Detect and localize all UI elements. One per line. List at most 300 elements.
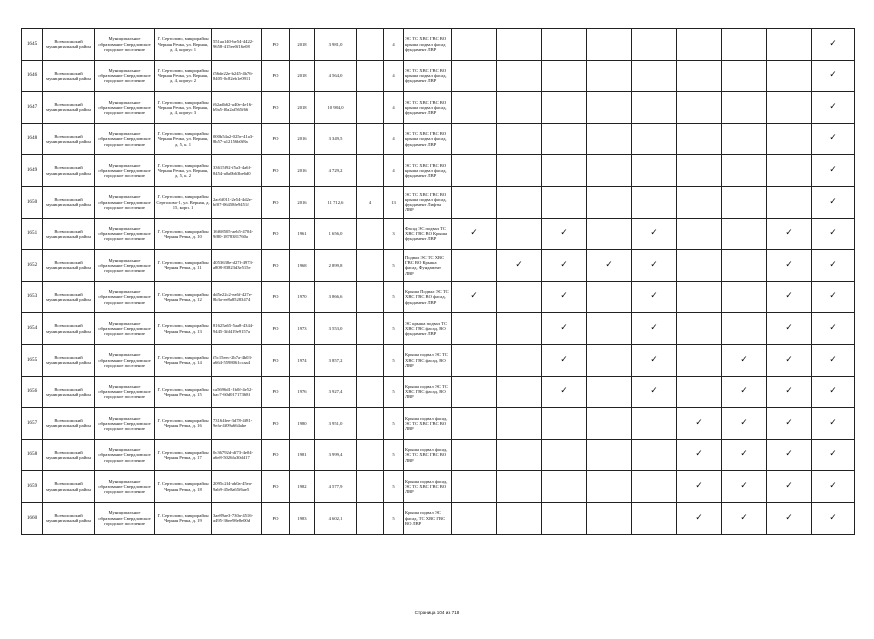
check-mark-icon: ✓	[695, 449, 703, 460]
work-flag-cell	[497, 281, 542, 313]
area-cell: 4 577,9	[315, 471, 357, 503]
works-list-cell: Крыша подвал ЭС ТС ХВС ГВС фасад, ВО ЛВР	[404, 344, 452, 376]
check-mark-icon: ✓	[560, 323, 568, 334]
work-flag-cell	[452, 186, 497, 218]
floors-cell: 4	[384, 92, 404, 124]
ownership-type-cell: РО	[262, 471, 290, 503]
work-flag-cell	[587, 92, 632, 124]
blank-count-cell	[357, 376, 384, 408]
row-number-cell: 1659	[22, 471, 43, 503]
year-cell: 2016	[290, 155, 315, 187]
work-flag-cell	[587, 313, 632, 345]
district-cell: Всеволожский муниципальный район	[43, 344, 95, 376]
work-flag-cell	[497, 92, 542, 124]
ownership-type-cell: РО	[262, 408, 290, 440]
check-mark-icon: ✓	[560, 386, 568, 397]
floors-cell: 13	[384, 186, 404, 218]
address-cell: Г. Сертолово, микрорайон Черная Речка, д. 13	[155, 313, 212, 345]
area-cell: 3 927,4	[315, 376, 357, 408]
work-flag-cell	[812, 313, 855, 345]
fias-id-cell: 2095c2f4-ab0a-45ea-9ab9-45e8a65f6ae5	[212, 471, 262, 503]
work-flag-cell	[812, 186, 855, 218]
floors-cell: 5	[384, 344, 404, 376]
row-number-cell: 1648	[22, 123, 43, 155]
district-cell: Всеволожский муниципальный район	[43, 439, 95, 471]
check-mark-icon: ✓	[515, 259, 523, 270]
table-row	[22, 155, 855, 187]
work-flag-cell	[812, 439, 855, 471]
work-flag-cell	[632, 250, 677, 282]
address-cell: Г. Сертолово, микрорайон Черная Речка, д. 14	[155, 344, 212, 376]
table-row	[22, 502, 855, 534]
work-flag-cell	[497, 502, 542, 534]
table-body	[22, 29, 855, 535]
blank-count-cell	[357, 281, 384, 313]
check-mark-icon: ✓	[829, 449, 837, 460]
work-flag-cell	[542, 123, 587, 155]
check-mark-icon: ✓	[785, 512, 793, 523]
work-flag-cell	[812, 155, 855, 187]
floors-cell: 5	[384, 502, 404, 534]
work-flag-cell	[722, 123, 767, 155]
area-cell: 3 866,6	[315, 281, 357, 313]
check-mark-icon: ✓	[829, 386, 837, 397]
work-flag-cell	[722, 186, 767, 218]
work-flag-cell	[632, 408, 677, 440]
fias-id-cell: 3ae89ae3-730a-4516-a495-36ee98e8e00d	[212, 502, 262, 534]
work-flag-cell	[632, 155, 677, 187]
address-cell: Г. Сертолово, микрорайон Черная Речка, ул. Верная, д. 4, корпус 2	[155, 60, 212, 92]
work-flag-cell	[722, 218, 767, 250]
work-flag-cell	[452, 471, 497, 503]
year-cell: 2018	[290, 60, 315, 92]
fias-id-cell: 33615f92-f5a3-4a6f-8454-a0a0b63be6d0	[212, 155, 262, 187]
work-flag-cell	[542, 60, 587, 92]
work-flag-cell	[542, 344, 587, 376]
area-cell: 11 712,6	[315, 186, 357, 218]
check-mark-icon: ✓	[650, 291, 658, 302]
ownership-type-cell: РО	[262, 155, 290, 187]
work-flag-cell	[767, 123, 812, 155]
work-flag-cell	[452, 29, 497, 61]
year-cell: 1983	[290, 502, 315, 534]
work-flag-cell	[722, 439, 767, 471]
page-footer: Страница 104 из 718	[414, 610, 460, 615]
blank-count-cell	[357, 155, 384, 187]
area-cell: 4 729,2	[315, 155, 357, 187]
work-flag-cell	[632, 218, 677, 250]
ownership-type-cell: РО	[262, 186, 290, 218]
ownership-type-cell: РО	[262, 250, 290, 282]
work-flag-cell	[677, 186, 722, 218]
municipality-cell: Муниципальное образование Свердловское городское поселение	[95, 250, 155, 282]
check-mark-icon: ✓	[695, 481, 703, 491]
area-cell: 3 857,2	[315, 344, 357, 376]
district-cell: Всеволожский муниципальный район	[43, 281, 95, 313]
work-flag-cell	[452, 218, 497, 250]
blank-count-cell	[357, 471, 384, 503]
check-mark-icon: ✓	[829, 70, 837, 81]
district-cell: Всеволожский муниципальный район	[43, 186, 95, 218]
table-row	[22, 313, 855, 345]
work-flag-cell	[542, 408, 587, 440]
floors-cell: 3	[384, 218, 404, 250]
work-flag-cell	[542, 155, 587, 187]
district-cell: Всеволожский муниципальный район	[43, 502, 95, 534]
row-number-cell: 1655	[22, 344, 43, 376]
check-mark-icon: ✓	[785, 417, 793, 428]
works-list-cell: ЭС ТС ХВС ГВС ВО крыша подвал фасад, фундамент Лифты ЛВР	[404, 186, 452, 218]
check-mark-icon: ✓	[829, 38, 837, 49]
work-flag-cell	[722, 471, 767, 503]
work-flag-cell	[677, 344, 722, 376]
work-flag-cell	[722, 60, 767, 92]
year-cell: 2016	[290, 186, 315, 218]
work-flag-cell	[497, 313, 542, 345]
work-flag-cell	[452, 376, 497, 408]
work-flag-cell	[767, 92, 812, 124]
work-flag-cell	[812, 281, 855, 313]
address-cell: Г. Сертолово, микрорайон Черная Речка, ул. Верная, д. 5, к. 1	[155, 123, 212, 155]
work-flag-cell	[677, 92, 722, 124]
address-cell: Г. Сертолово, микрорайон Черная Речка, д. 19	[155, 502, 212, 534]
address-cell: Г. Сертолово, микрорайон Черная Речка, д. 15	[155, 376, 212, 408]
work-flag-cell	[542, 92, 587, 124]
work-flag-cell	[677, 502, 722, 534]
floors-cell: 5	[384, 250, 404, 282]
work-flag-cell	[632, 60, 677, 92]
district-cell: Всеволожский муниципальный район	[43, 218, 95, 250]
work-flag-cell	[587, 344, 632, 376]
work-flag-cell	[587, 29, 632, 61]
work-flag-cell	[767, 471, 812, 503]
ownership-type-cell: РО	[262, 60, 290, 92]
work-flag-cell	[497, 218, 542, 250]
work-flag-cell	[677, 250, 722, 282]
work-flag-cell	[497, 123, 542, 155]
check-mark-icon: ✓	[470, 291, 478, 302]
check-mark-icon: ✓	[695, 417, 703, 428]
work-flag-cell	[677, 218, 722, 250]
work-flag-cell	[497, 344, 542, 376]
work-flag-cell	[812, 471, 855, 503]
blank-count-cell	[357, 313, 384, 345]
ownership-type-cell: РО	[262, 502, 290, 534]
work-flag-cell	[632, 471, 677, 503]
work-flag-cell	[812, 123, 855, 155]
table-row	[22, 29, 855, 61]
area-cell: 3 951,0	[315, 408, 357, 440]
year-cell: 1968	[290, 250, 315, 282]
works-list-cell: ЭС ТС ХВС ГВС ВО крыша подвал фасад, фундамент ЛВР	[404, 123, 452, 155]
year-cell: 2016	[290, 123, 315, 155]
row-number-cell: 1660	[22, 502, 43, 534]
work-flag-cell	[722, 281, 767, 313]
ownership-type-cell: РО	[262, 218, 290, 250]
work-flag-cell	[452, 92, 497, 124]
ownership-type-cell: РО	[262, 439, 290, 471]
district-cell: Всеволожский муниципальный район	[43, 155, 95, 187]
work-flag-cell	[542, 439, 587, 471]
area-cell: 2 899,8	[315, 250, 357, 282]
table-row	[22, 439, 855, 471]
check-mark-icon: ✓	[829, 323, 837, 334]
work-flag-cell	[542, 313, 587, 345]
check-mark-icon: ✓	[785, 259, 793, 270]
work-flag-cell	[722, 313, 767, 345]
ownership-type-cell: РО	[262, 123, 290, 155]
row-number-cell: 1651	[22, 218, 43, 250]
fias-id-cell: f62adb62-a40e-4e16-b9a5-f0a2af565f66	[212, 92, 262, 124]
work-flag-cell	[677, 313, 722, 345]
work-flag-cell	[677, 471, 722, 503]
ownership-type-cell: РО	[262, 281, 290, 313]
fias-id-cell: 4053638e-d27f-4973-a808-83823d3e515e	[212, 250, 262, 282]
table-row	[22, 408, 855, 440]
work-flag-cell	[542, 218, 587, 250]
work-flag-cell	[722, 502, 767, 534]
work-flag-cell	[722, 408, 767, 440]
blank-count-cell	[357, 250, 384, 282]
work-flag-cell	[722, 250, 767, 282]
municipality-cell: Муниципальное образование Свердловское городское поселение	[95, 123, 155, 155]
address-cell: Г. Сертолово, микрорайон Черная Речка, ул. Верная, д. 4, корпус 1	[155, 29, 212, 61]
work-flag-cell	[452, 502, 497, 534]
address-cell: Г. Сертолово, микрорайон Черная Речка, ул. Верная, д. 4, корпус 3	[155, 92, 212, 124]
year-cell: 1970	[290, 281, 315, 313]
work-flag-cell	[452, 313, 497, 345]
municipality-cell: Муниципальное образование Свердловское городское поселение	[95, 439, 155, 471]
check-mark-icon: ✓	[650, 228, 658, 239]
work-flag-cell	[767, 60, 812, 92]
check-mark-icon: ✓	[829, 354, 837, 365]
work-flag-cell	[452, 439, 497, 471]
works-list-cell: Подвал ЭС ТС ХВС ГВС ВО Крыша фасад, Фундамент ЛВР	[404, 250, 452, 282]
ownership-type-cell: РО	[262, 376, 290, 408]
blank-count-cell	[357, 408, 384, 440]
work-flag-cell	[767, 218, 812, 250]
check-mark-icon: ✓	[829, 165, 837, 176]
municipality-cell: Муниципальное образование Свердловское городское поселение	[95, 92, 155, 124]
area-cell: 1 656,0	[315, 218, 357, 250]
area-cell: 3 349,5	[315, 123, 357, 155]
works-list-cell: Крыша подвал фасад, ЭС ТС ХВС ГВС ВО ЛВР	[404, 439, 452, 471]
check-mark-icon: ✓	[740, 449, 748, 460]
blank-count-cell: 4	[357, 186, 384, 218]
check-mark-icon: ✓	[829, 291, 837, 302]
blank-count-cell	[357, 344, 384, 376]
work-flag-cell	[767, 376, 812, 408]
district-cell: Всеволожский муниципальный район	[43, 250, 95, 282]
work-flag-cell	[632, 29, 677, 61]
fias-id-cell: 551aa140-be54-4422-9658-415ee0f16e08	[212, 29, 262, 61]
address-cell: Г. Сертолово, микрорайон Черная Речка, д. 16	[155, 408, 212, 440]
row-number-cell: 1652	[22, 250, 43, 282]
work-flag-cell	[812, 218, 855, 250]
work-flag-cell	[632, 376, 677, 408]
fias-id-cell: ca5696d1-1b0f-4e52-bac7-60d01717368f	[212, 376, 262, 408]
fias-id-cell: 2ac6f011-2e54-4d2e-bf07-06458fe9451f	[212, 186, 262, 218]
fias-id-cell: 0c36792d-df73-4e04-a6e8-5026fa30d417	[212, 439, 262, 471]
works-list-cell: ЭС ТС ХВС ГВС ВО крыша подвал фасад, фундамент ЛВР	[404, 92, 452, 124]
table-row	[22, 344, 855, 376]
municipality-cell: Муниципальное образование Свердловское городское поселение	[95, 155, 155, 187]
work-flag-cell	[677, 408, 722, 440]
work-flag-cell	[812, 60, 855, 92]
municipality-cell: Муниципальное образование Свердловское городское поселение	[95, 313, 155, 345]
floors-cell: 5	[384, 408, 404, 440]
year-cell: 1980	[290, 408, 315, 440]
year-cell: 2018	[290, 29, 315, 61]
work-flag-cell	[542, 471, 587, 503]
work-flag-cell	[632, 344, 677, 376]
area-cell: 4 564,0	[315, 60, 357, 92]
check-mark-icon: ✓	[740, 481, 748, 491]
work-flag-cell	[587, 218, 632, 250]
floors-cell: 5	[384, 376, 404, 408]
year-cell: 2018	[290, 92, 315, 124]
address-cell: Г. Сертолово, микрорайон Черная Речка, д. 12	[155, 281, 212, 313]
floors-cell: 5	[384, 281, 404, 313]
municipality-cell: Муниципальное образование Свердловское городское поселение	[95, 408, 155, 440]
area-cell: 3 553,0	[315, 313, 357, 345]
check-mark-icon: ✓	[829, 133, 837, 144]
work-flag-cell	[632, 186, 677, 218]
check-mark-icon: ✓	[560, 259, 568, 270]
work-flag-cell	[587, 250, 632, 282]
check-mark-icon: ✓	[785, 481, 793, 491]
row-number-cell: 1645	[22, 29, 43, 61]
row-number-cell: 1650	[22, 186, 43, 218]
work-flag-cell	[632, 439, 677, 471]
work-flag-cell	[542, 29, 587, 61]
check-mark-icon: ✓	[560, 291, 568, 302]
floors-cell: 4	[384, 155, 404, 187]
address-cell: Г. Сертолово, микрорайон Черная Речка, д. 17	[155, 439, 212, 471]
row-number-cell: 1656	[22, 376, 43, 408]
works-list-cell: Крыша подвал ЭС ТС ХВС ГВС фасад, ВО ЛВР	[404, 376, 452, 408]
fias-id-cell: 16f68505-aeb5-4704-9f80-1878381760a	[212, 218, 262, 250]
table-row	[22, 123, 855, 155]
table-row	[22, 92, 855, 124]
check-mark-icon: ✓	[650, 386, 658, 397]
fias-id-cell: 73164fee-3d78-4f81-9efa-4f09a664abe	[212, 408, 262, 440]
check-mark-icon: ✓	[650, 259, 658, 270]
area-cell: 3 981,0	[315, 29, 357, 61]
district-cell: Всеволожский муниципальный район	[43, 60, 95, 92]
works-list-cell: ЭС ТС ХВС ГВС ВО крыша подвал фасад, фундамент ЛВР	[404, 60, 452, 92]
work-flag-cell	[587, 502, 632, 534]
row-number-cell: 1649	[22, 155, 43, 187]
fias-id-cell: 000b54a2-025e-41a3-8b57-a12156b0f8a	[212, 123, 262, 155]
municipality-cell: Муниципальное образование Свердловское городское поселение	[95, 344, 155, 376]
check-mark-icon: ✓	[560, 354, 568, 365]
check-mark-icon: ✓	[785, 228, 793, 239]
check-mark-icon: ✓	[740, 417, 748, 428]
check-mark-icon: ✓	[829, 481, 837, 491]
check-mark-icon: ✓	[650, 354, 658, 365]
municipality-cell: Муниципальное образование Свердловское городское поселение	[95, 60, 155, 92]
check-mark-icon: ✓	[829, 417, 837, 428]
ownership-type-cell: РО	[262, 29, 290, 61]
work-flag-cell	[452, 60, 497, 92]
work-flag-cell	[767, 313, 812, 345]
check-mark-icon: ✓	[785, 449, 793, 460]
work-flag-cell	[812, 502, 855, 534]
blank-count-cell	[357, 123, 384, 155]
blank-count-cell	[357, 218, 384, 250]
row-number-cell: 1654	[22, 313, 43, 345]
check-mark-icon: ✓	[740, 354, 748, 365]
work-flag-cell	[812, 344, 855, 376]
table-row	[22, 60, 855, 92]
work-flag-cell	[722, 29, 767, 61]
row-number-cell: 1646	[22, 60, 43, 92]
work-flag-cell	[587, 60, 632, 92]
work-flag-cell	[497, 186, 542, 218]
work-flag-cell	[812, 250, 855, 282]
table-row	[22, 376, 855, 408]
works-list-cell: Крыша Подвал ЭС ТС ХВС ГВС ВО фасад, фундамент ЛВР	[404, 281, 452, 313]
check-mark-icon: ✓	[470, 228, 478, 239]
work-flag-cell	[767, 344, 812, 376]
work-flag-cell	[767, 502, 812, 534]
work-flag-cell	[677, 29, 722, 61]
ownership-type-cell: РО	[262, 92, 290, 124]
work-flag-cell	[452, 344, 497, 376]
district-cell: Всеволожский муниципальный район	[43, 92, 95, 124]
floors-cell: 5	[384, 313, 404, 345]
table-row	[22, 218, 855, 250]
registry-table	[21, 28, 855, 535]
work-flag-cell	[632, 502, 677, 534]
work-flag-cell	[587, 471, 632, 503]
municipality-cell: Муниципальное образование Свердловское городское поселение	[95, 29, 155, 61]
work-flag-cell	[587, 186, 632, 218]
work-flag-cell	[497, 471, 542, 503]
fias-id-cell: f5c15eec-2b7a-4b03-a664-5598061ccaa4	[212, 344, 262, 376]
address-cell: Г. Сертолово, микрорайон Черная Речка, д. 11	[155, 250, 212, 282]
row-number-cell: 1657	[22, 408, 43, 440]
works-list-cell: ЭС ТС ХВС ГВС ВО крыша подвал фасад фундамент ЛВР	[404, 29, 452, 61]
check-mark-icon: ✓	[560, 228, 568, 239]
work-flag-cell	[677, 281, 722, 313]
ownership-type-cell: РО	[262, 313, 290, 345]
work-flag-cell	[767, 439, 812, 471]
ownership-type-cell: РО	[262, 344, 290, 376]
address-cell: Г. Сертолово, микрорайон Черная Речка, д. 18	[155, 471, 212, 503]
work-flag-cell	[812, 92, 855, 124]
works-list-cell: Крыша подвал фасад, ЭС ТС ХВС ГВС ВО ЛВР	[404, 471, 452, 503]
year-cell: 1982	[290, 471, 315, 503]
works-list-cell: ЭС крыша подвал ТС ХВС ГВС фасад, ВО фундамент ЛВР	[404, 313, 452, 345]
municipality-cell: Муниципальное образование Свердловское городское поселение	[95, 376, 155, 408]
check-mark-icon: ✓	[785, 354, 793, 365]
works-list-cell: Фасад ЭС подвал ТС ХВС ГВС ВО Крыша фундамент ЛВР	[404, 218, 452, 250]
row-number-cell: 1658	[22, 439, 43, 471]
year-cell: 1973	[290, 313, 315, 345]
work-flag-cell	[497, 155, 542, 187]
work-flag-cell	[542, 376, 587, 408]
fias-id-cell: dd5e22c2-ea6f-427e-8b3a-ee8a85283474	[212, 281, 262, 313]
check-mark-icon: ✓	[785, 386, 793, 397]
work-flag-cell	[497, 29, 542, 61]
work-flag-cell	[812, 408, 855, 440]
municipality-cell: Муниципальное образование Свердловское городское поселение	[95, 218, 155, 250]
work-flag-cell	[497, 408, 542, 440]
work-flag-cell	[767, 186, 812, 218]
work-flag-cell	[677, 60, 722, 92]
